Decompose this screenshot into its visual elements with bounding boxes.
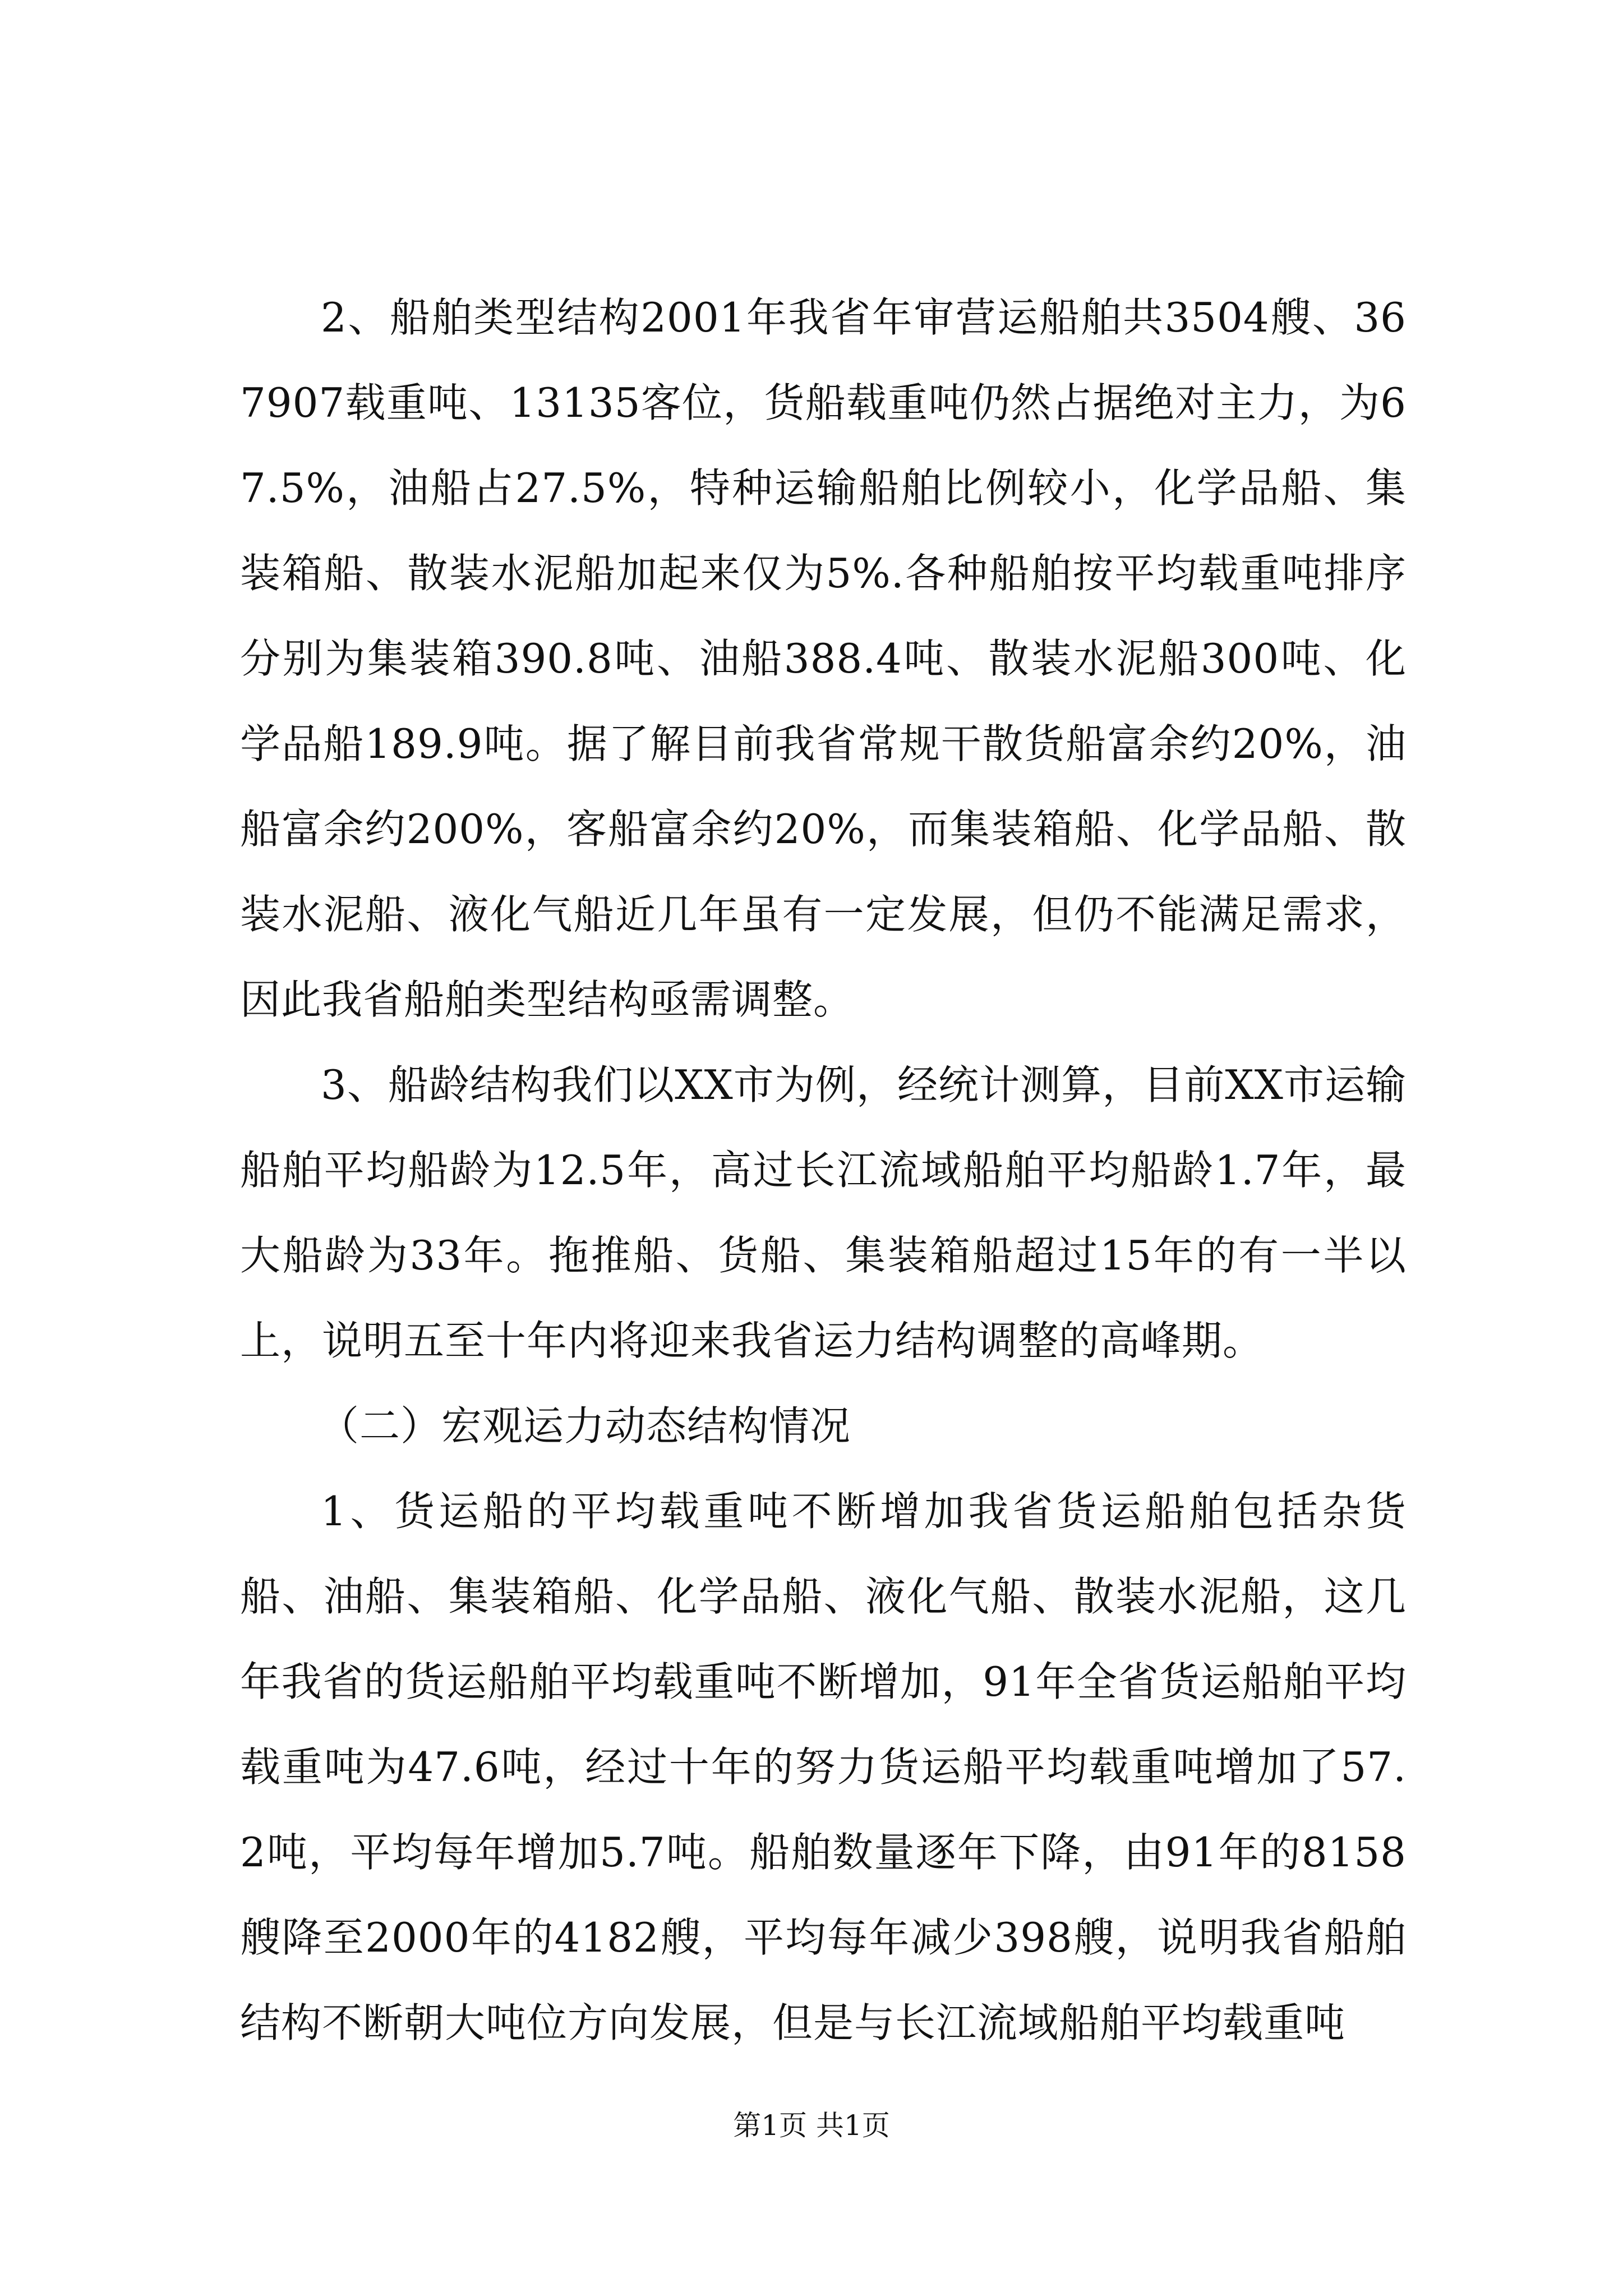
- section-heading-macro-capacity: （二）宏观运力动态结构情况: [319, 1402, 851, 1450]
- paragraph-ship-type-structure: 2、船舶类型结构2001年我省年审营运船舶共3504艘、367907载重吨、13135客位，货船载重吨仍然占据绝对主力，为67.5%，油船占27.5%，特种运输船舶比例较小，化学品船、集装箱船、散装水泥船加起来仅为5%.各种船舶按平均载重吨排序分别为集装箱390.8吨、油船388.4吨、散装水泥船300吨、化学品船189.9吨。据了解目前我省常规干散货船富余约20%，油船富余约200%，客船富余约20%，而集装箱船、化学品船、散装水泥船、液化气船近几年虽有一定发展，但仍不能满足需求，因此我省船舶类型结构亟需调整。: [240, 294, 1407, 1023]
- page-number-footer: 第1页 共1页: [733, 2109, 890, 2142]
- document-body: [240, 275, 1407, 2065]
- paragraph-ship-age-structure: 3、船龄结构我们以XX市为例，经统计测算，目前XX市运输船舶平均船龄为12.5年，高过长江流域船舶平均船龄1.7年，最大船龄为33年。拖推船、货船、集装箱船超过15年的有一半以上，说明五至十年内将迎来我省运力结构调整的高峰期。: [240, 1061, 1407, 1364]
- paragraph-cargo-tonnage-growth: 1、货运船的平均载重吨不断增加我省货运船舶包括杂货船、油船、集装箱船、化学品船、液化气船、散装水泥船，这几年我省的货运船舶平均载重吨不断增加，91年全省货运船舶平均载重吨为47.6吨，经过十年的努力货运船平均载重吨增加了57.2吨，平均每年增加5.7吨。船舶数量逐年下降，由91年的8158艘降至2000年的4182艘，平均每年减少398艘，说明我省船舶结构不断朝大吨位方向发展，但是与长江流域船舶平均载重吨: [240, 1488, 1407, 2046]
